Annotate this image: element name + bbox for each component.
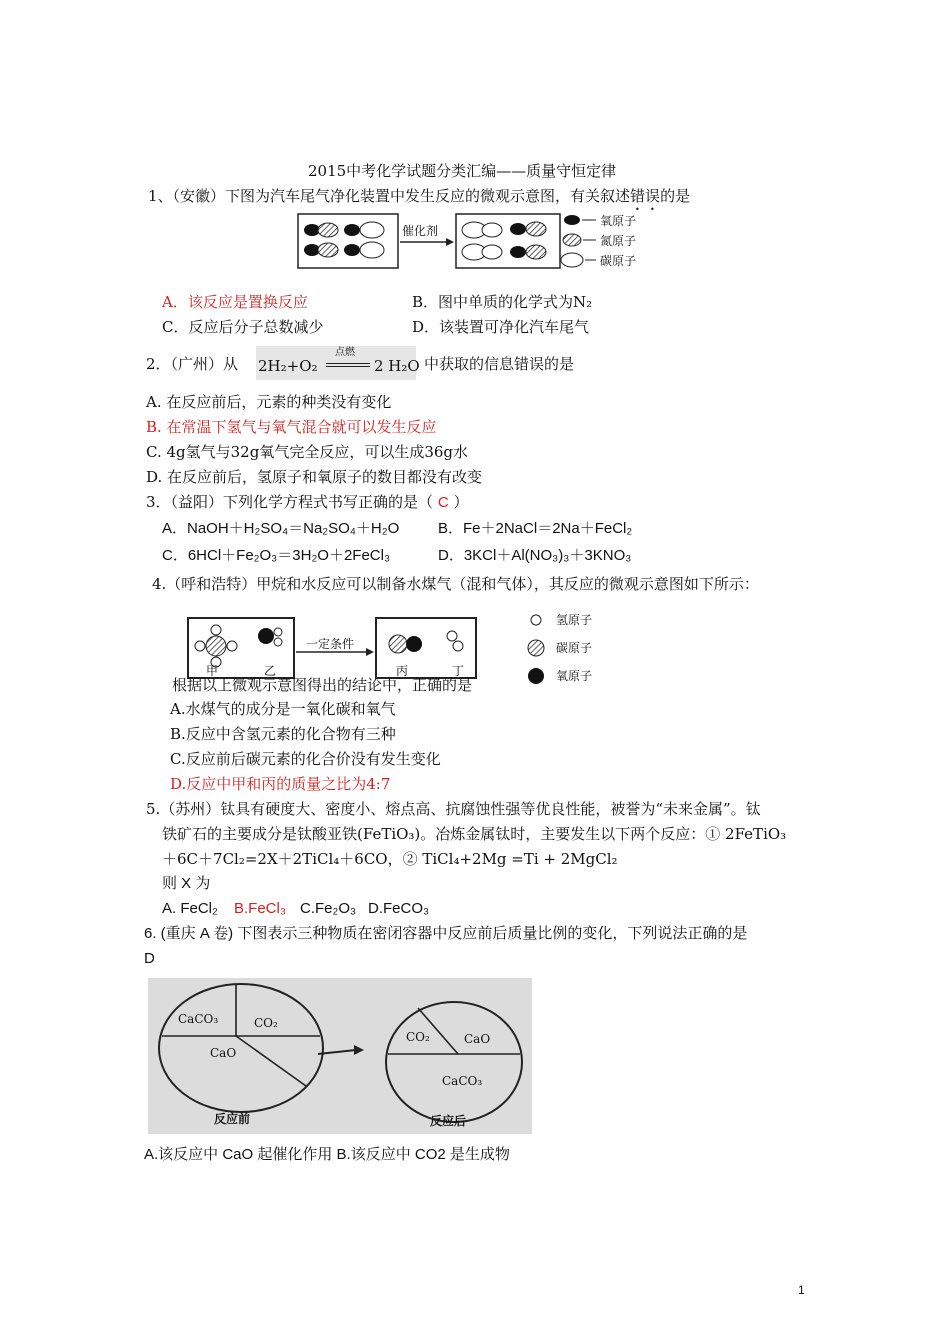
q3-option-a: A．NaOH＋H₂SO₄＝Na₂SO₄＋H₂O: [162, 520, 400, 537]
q3-stem: [146, 493, 468, 512]
q4-legend-carbon: 碳原子: [556, 641, 593, 655]
q1-option-c: C．反应后分子总数减少: [162, 318, 324, 336]
page-title: 2015中考化学试题分类汇编——质量守恒定律: [308, 162, 617, 180]
q6-line2: D: [144, 950, 155, 967]
q5-line3: ＋6C＋7Cl₂=2X＋2TiCl₄＋6CO，② TiCl₄+2Mg =Ti + 2MgCl₂: [162, 850, 618, 868]
q2-eq-condition: 点燃: [335, 347, 355, 358]
q6-before-caption: 反应前: [214, 1112, 251, 1126]
q5-option-d: D.FeCO₃: [368, 900, 430, 917]
q6-before-cao: CaO: [210, 1046, 237, 1060]
q4-label-jia: 甲: [206, 664, 219, 678]
q3-option-c: C．6HCl＋Fe₂O₃＝3H₂O＋2FeCl₃: [162, 547, 391, 564]
q2-option-b: B. 在常温下氢气与氧气混合就可以发生反应: [146, 418, 437, 436]
q3-option-b: B．Fe＋2NaCl＝2Na＋FeCl₂: [438, 520, 633, 537]
q6-options: A.该反应中 CaO 起催化作用 B.该反应中 CO2 是生成物: [144, 1146, 510, 1163]
q6-after-caption: 反应后: [430, 1114, 467, 1128]
q4-option-d: D.反应中甲和丙的质量之比为4:7: [170, 775, 391, 793]
q2-option-c: C. 4g氢气与32g氧气完全反应，可以生成36g水: [146, 443, 469, 461]
q1-stem: [148, 187, 690, 214]
q5-option-b: B.FeCl₃: [234, 900, 286, 917]
q1-stem-text: 1、（安徽）下图为汽车尾气净化装置中发生反应的微观示意图，有关叙述: [148, 187, 631, 205]
q4-condition-label: 一定条件: [306, 637, 355, 651]
q2-prefix: 2．（广州）从: [146, 355, 239, 373]
q2-suffix: 中获取的信息错误的是: [424, 355, 575, 373]
q6-before-co2: CO₂: [254, 1016, 278, 1030]
q1-option-a: A．该反应是置换反应: [162, 293, 308, 311]
q6-line1: 6. (重庆 A 卷) 下图表示三种物质在密闭容器中反应前后质量比例的变化，下列说法正确的是: [144, 925, 748, 942]
q1-stem-end: 的是: [660, 187, 691, 205]
q6-after-co2: CO₂: [406, 1030, 430, 1044]
q4-label-ding: 丁: [452, 664, 465, 678]
q4-stem: 4.（呼和浩特）甲烷和水反应可以制备水煤气（混和气体），其反应的微观示意图如下所示：: [152, 575, 759, 593]
q1-legend-carbon: 碳原子: [600, 254, 637, 268]
q5-option-c: C.Fe₂O₃: [300, 900, 357, 917]
q1-legend-oxygen: 氧原子: [600, 214, 637, 228]
q4-label-yi: 乙: [264, 664, 277, 678]
q1-option-b: B．图中单质的化学式为N₂: [412, 293, 593, 311]
q3-stem-close: ）: [453, 493, 469, 511]
q2-equation-image: [256, 346, 420, 380]
q3-answer: C: [437, 494, 449, 511]
q4-legend-oxygen: 氧原子: [556, 669, 593, 683]
q2-option-d: D. 在反应前后，氢原子和氧原子的数目都没有改变: [146, 468, 483, 486]
q4-legend-hydrogen: 氢原子: [556, 613, 593, 627]
q4-lead: 根据以上微观示意图得出的结论中，正确的是: [172, 676, 473, 694]
q1-legend-nitrogen: 氮原子: [600, 234, 637, 248]
q4-option-a: A.水煤气的成分是一氧化碳和氧气: [170, 700, 396, 718]
q4-legend-icons: [526, 612, 548, 688]
q1-stem-emphasis: 错误: [630, 187, 661, 205]
q2-eq-sign: [326, 363, 370, 367]
q4-label-bing: 丙: [396, 664, 409, 678]
q3-stem-text: 3．（益阳）下列化学方程式书写正确的是（: [146, 493, 434, 511]
page-number: 1: [798, 1283, 805, 1297]
q2-eq-right: 2 H₂O: [374, 357, 420, 375]
q6-photo: [148, 978, 532, 1134]
q4-option-b: B.反应中含氢元素的化合物有三种: [170, 725, 396, 743]
q4-option-c: C.反应前后碳元素的化合价没有发生变化: [170, 750, 441, 768]
q2-option-a: A. 在反应前后，元素的种类没有变化: [146, 393, 392, 411]
q2-eq-left: 2H₂+O₂: [258, 357, 318, 375]
q6-after-cao: CaO: [464, 1032, 491, 1046]
q1-catalyst-label: 催化剂: [402, 224, 439, 238]
q6-before-caco3: CaCO₃: [178, 1012, 219, 1026]
q6-after-caco3: CaCO₃: [442, 1074, 483, 1088]
q5-line4: 则 X 为: [162, 875, 211, 892]
q5-line1: 5.（苏州）钛具有硬度大、密度小、熔点高、抗腐蚀性强等优良性能，被誉为“未来金属”。钛: [146, 800, 761, 818]
q5-option-a: A. FeCl₂: [162, 900, 218, 917]
q5-line2: 铁矿石的主要成分是钛酸亚铁(FeTiO₃)。冶炼金属钛时，主要发生以下两个反应：① 2FeTiO₃: [162, 825, 787, 843]
q1-option-d: D．该装置可净化汽车尾气: [412, 318, 590, 336]
q3-option-d: D．3KCl＋Al(NO₃)₃＋3KNO₃: [438, 547, 632, 564]
